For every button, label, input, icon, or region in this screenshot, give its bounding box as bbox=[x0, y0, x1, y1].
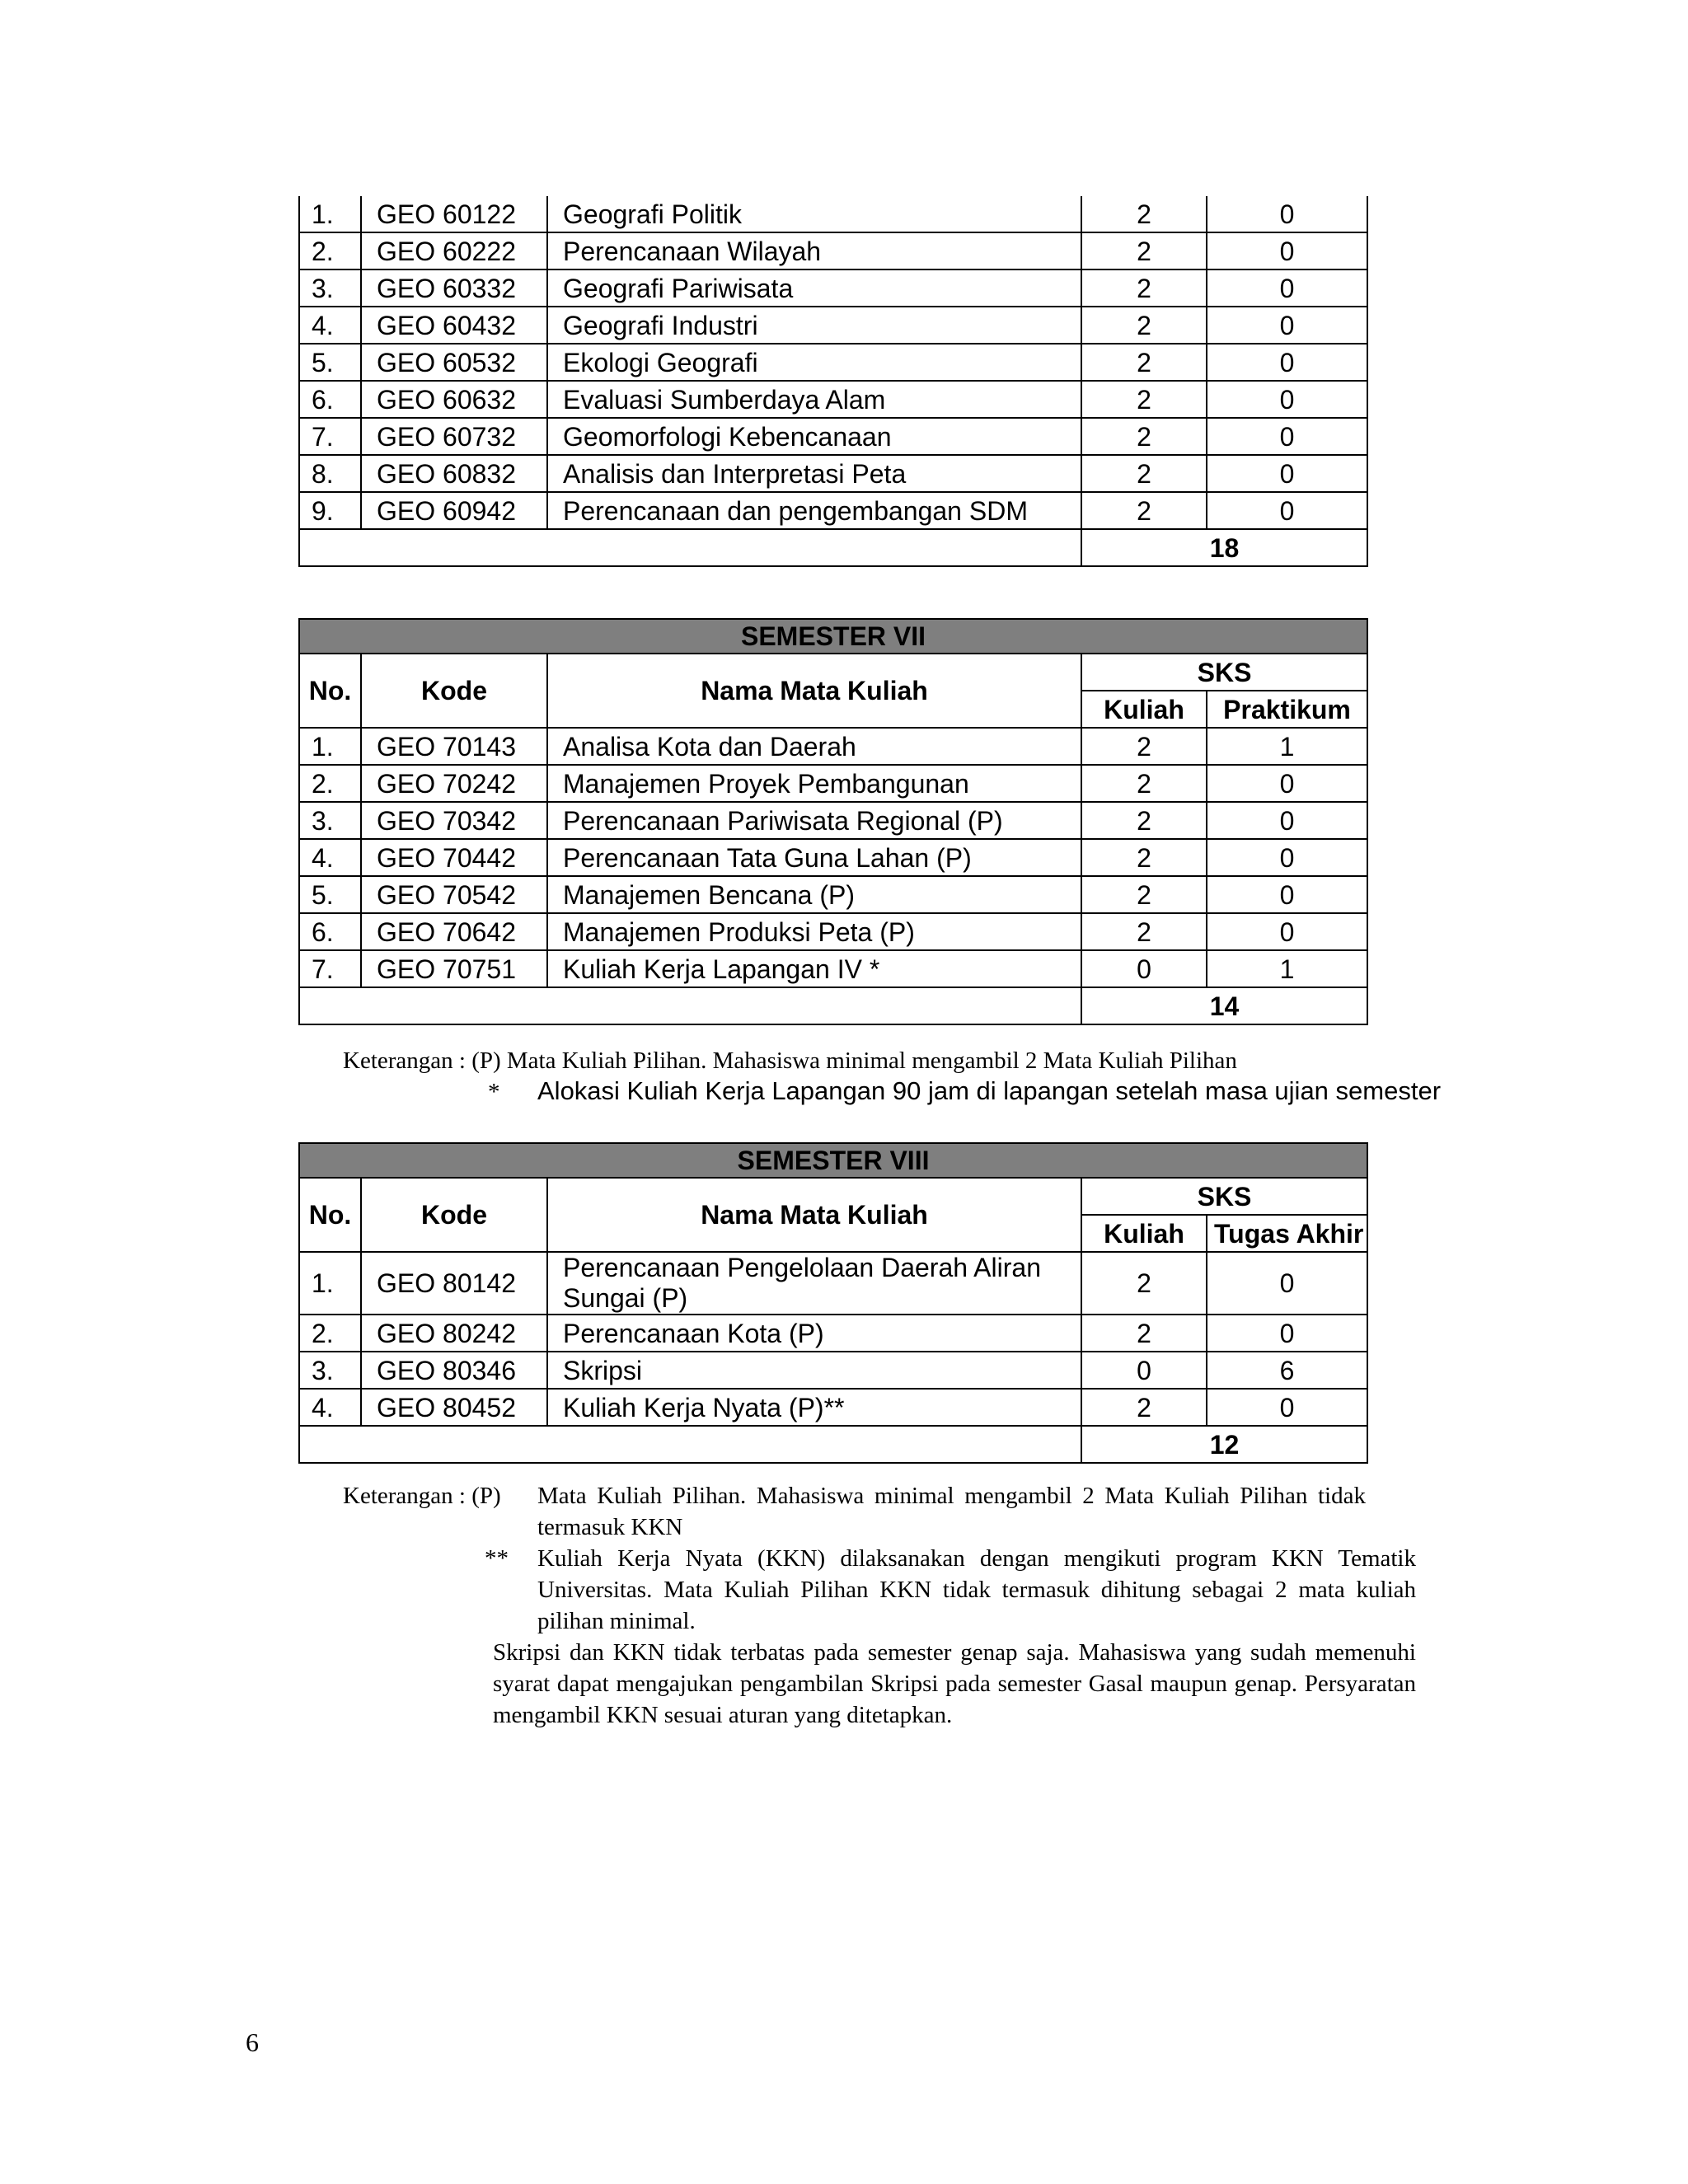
row-kuliah: 2 bbox=[1081, 492, 1207, 529]
row-kode: GEO 70143 bbox=[361, 728, 547, 765]
total-row bbox=[299, 987, 1367, 1024]
table-row bbox=[299, 1252, 1367, 1315]
row-kuliah: 2 bbox=[1081, 381, 1207, 418]
total-row bbox=[299, 1426, 1367, 1463]
semester-8-note-pilihan: Mata Kuliah Pilihan. Mahasiswa minimal mengambil 2 Mata Kuliah Pilihan tidak termasuk KKN bbox=[537, 1483, 1366, 1540]
header-praktikum: Praktikum bbox=[1207, 691, 1367, 728]
row-nama: Perencanaan Kota (P) bbox=[547, 1315, 1081, 1352]
row-praktikum: 0 bbox=[1207, 307, 1367, 344]
row-kuliah: 2 bbox=[1081, 876, 1207, 913]
row-kode: GEO 70442 bbox=[361, 839, 547, 876]
row-kode: GEO 70242 bbox=[361, 765, 547, 802]
table-row bbox=[299, 344, 1367, 381]
row-no: 6. bbox=[299, 913, 361, 950]
table-row bbox=[299, 492, 1367, 529]
row-nama: Analisa Kota dan Daerah bbox=[547, 728, 1081, 765]
row-ta: 0 bbox=[1207, 1315, 1367, 1352]
row-no: 1. bbox=[299, 728, 361, 765]
semester-title: SEMESTER VIII bbox=[299, 1143, 1367, 1178]
row-nama: Manajemen Produksi Peta (P) bbox=[547, 913, 1081, 950]
header-nama: Nama Mata Kuliah bbox=[547, 1178, 1081, 1252]
total-row bbox=[299, 529, 1367, 566]
row-kode: GEO 70642 bbox=[361, 913, 547, 950]
row-kode: GEO 60832 bbox=[361, 455, 547, 492]
row-nama: Evaluasi Sumberdaya Alam bbox=[547, 381, 1081, 418]
row-praktikum: 0 bbox=[1207, 269, 1367, 307]
table-row bbox=[299, 307, 1367, 344]
table-row bbox=[299, 381, 1367, 418]
row-nama: Manajemen Bencana (P) bbox=[547, 876, 1081, 913]
row-kuliah: 2 bbox=[1081, 1252, 1207, 1315]
header-kuliah: Kuliah bbox=[1081, 691, 1207, 728]
row-no: 3. bbox=[299, 1352, 361, 1389]
semester-title: SEMESTER VII bbox=[299, 619, 1367, 654]
table-row bbox=[299, 196, 1367, 232]
row-kuliah: 2 bbox=[1081, 344, 1207, 381]
row-kuliah: 2 bbox=[1081, 269, 1207, 307]
row-kuliah: 2 bbox=[1081, 728, 1207, 765]
table-row bbox=[299, 876, 1367, 913]
row-kode: GEO 80346 bbox=[361, 1352, 547, 1389]
row-nama: Perencanaan Pengelolaan Daerah Aliran Sungai (P) bbox=[547, 1252, 1081, 1315]
row-no: 9. bbox=[299, 492, 361, 529]
row-nama: Perencanaan Tata Guna Lahan (P) bbox=[547, 839, 1081, 876]
header-kuliah: Kuliah bbox=[1081, 1215, 1207, 1252]
row-praktikum: 0 bbox=[1207, 802, 1367, 839]
row-kuliah: 2 bbox=[1081, 196, 1207, 232]
row-no: 7. bbox=[299, 418, 361, 455]
row-kode: GEO 60732 bbox=[361, 418, 547, 455]
row-kuliah: 2 bbox=[1081, 455, 1207, 492]
row-nama: Perencanaan Wilayah bbox=[547, 232, 1081, 269]
header-nama: Nama Mata Kuliah bbox=[547, 654, 1081, 728]
table-row bbox=[299, 232, 1367, 269]
semester-7-table bbox=[298, 618, 1368, 1025]
semester-7-note-kkl: Alokasi Kuliah Kerja Lapangan 90 jam di lapangan setelah masa ujian semester bbox=[537, 1076, 1442, 1105]
row-kuliah: 2 bbox=[1081, 1389, 1207, 1426]
table-row bbox=[299, 765, 1367, 802]
table-row bbox=[299, 1389, 1367, 1426]
header-sks: SKS bbox=[1081, 1178, 1367, 1215]
semester-7-note-star: * bbox=[488, 1079, 500, 1105]
row-no: 4. bbox=[299, 307, 361, 344]
row-praktikum: 0 bbox=[1207, 455, 1367, 492]
row-nama: Geomorfologi Kebencanaan bbox=[547, 418, 1081, 455]
row-praktikum: 0 bbox=[1207, 913, 1367, 950]
table-row bbox=[299, 950, 1367, 987]
semester-8-note-dstar: ** bbox=[485, 1545, 509, 1572]
row-ta: 6 bbox=[1207, 1352, 1367, 1389]
row-kuliah: 2 bbox=[1081, 418, 1207, 455]
row-nama: Skripsi bbox=[547, 1352, 1081, 1389]
semester-8-note-skripsi: Skripsi dan KKN tidak terbatas pada semester genap saja. Mahasiswa yang sudah memenuhi syarat dapat mengajukan pengambilan Skripsi pada semester Gasal maupun genap. Persyaratan mengambil KKN sesuai aturan yang ditetapkan. bbox=[493, 1639, 1416, 1728]
semester-8-note-label: Keterangan : (P) bbox=[343, 1483, 501, 1509]
row-no: 2. bbox=[299, 1315, 361, 1352]
row-praktikum: 0 bbox=[1207, 196, 1367, 232]
semester-7-note: Keterangan : (P) Mata Kuliah Pilihan. Mahasiswa minimal mengambil 2 Mata Kuliah Pilihan bbox=[343, 1047, 1237, 1074]
total-blank bbox=[299, 987, 1081, 1024]
row-nama: Manajemen Proyek Pembangunan bbox=[547, 765, 1081, 802]
row-no: 4. bbox=[299, 1389, 361, 1426]
table-row bbox=[299, 418, 1367, 455]
total-sks: 18 bbox=[1081, 529, 1367, 566]
table-row bbox=[299, 839, 1367, 876]
row-nama: Perencanaan dan pengembangan SDM bbox=[547, 492, 1081, 529]
row-ta: 0 bbox=[1207, 1252, 1367, 1315]
header-kode: Kode bbox=[361, 654, 547, 728]
table-row bbox=[299, 1315, 1367, 1352]
row-kode: GEO 60942 bbox=[361, 492, 547, 529]
row-nama: Analisis dan Interpretasi Peta bbox=[547, 455, 1081, 492]
row-kode: GEO 70542 bbox=[361, 876, 547, 913]
total-blank bbox=[299, 529, 1081, 566]
header-tugas-akhir: Tugas Akhir bbox=[1207, 1215, 1367, 1252]
total-sks: 14 bbox=[1081, 987, 1367, 1024]
row-kode: GEO 60532 bbox=[361, 344, 547, 381]
row-kode: GEO 80142 bbox=[361, 1252, 547, 1315]
row-praktikum: 1 bbox=[1207, 728, 1367, 765]
row-praktikum: 0 bbox=[1207, 381, 1367, 418]
row-kuliah: 2 bbox=[1081, 307, 1207, 344]
row-praktikum: 0 bbox=[1207, 418, 1367, 455]
row-no: 2. bbox=[299, 765, 361, 802]
row-kode: GEO 60632 bbox=[361, 381, 547, 418]
course-table-continued bbox=[298, 196, 1368, 567]
row-kode: GEO 60222 bbox=[361, 232, 547, 269]
row-no: 3. bbox=[299, 269, 361, 307]
row-no: 5. bbox=[299, 344, 361, 381]
row-no: 2. bbox=[299, 232, 361, 269]
page-number: 6 bbox=[246, 2027, 259, 2057]
header-no: No. bbox=[299, 654, 361, 728]
row-kuliah: 2 bbox=[1081, 765, 1207, 802]
table-row bbox=[299, 455, 1367, 492]
header-kode: Kode bbox=[361, 1178, 547, 1252]
row-kuliah: 0 bbox=[1081, 1352, 1207, 1389]
row-kode: GEO 60432 bbox=[361, 307, 547, 344]
row-praktikum: 0 bbox=[1207, 344, 1367, 381]
row-kuliah: 2 bbox=[1081, 839, 1207, 876]
row-no: 1. bbox=[299, 196, 361, 232]
row-nama: Geografi Pariwisata bbox=[547, 269, 1081, 307]
total-sks: 12 bbox=[1081, 1426, 1367, 1463]
row-nama: Kuliah Kerja Nyata (P)** bbox=[547, 1389, 1081, 1426]
row-praktikum: 0 bbox=[1207, 765, 1367, 802]
row-kuliah: 2 bbox=[1081, 913, 1207, 950]
row-kuliah: 0 bbox=[1081, 950, 1207, 987]
row-kode: GEO 60122 bbox=[361, 196, 547, 232]
row-kuliah: 2 bbox=[1081, 802, 1207, 839]
row-nama: Kuliah Kerja Lapangan IV * bbox=[547, 950, 1081, 987]
table-row bbox=[299, 269, 1367, 307]
row-kode: GEO 70342 bbox=[361, 802, 547, 839]
row-praktikum: 0 bbox=[1207, 839, 1367, 876]
row-nama: Perencanaan Pariwisata Regional (P) bbox=[547, 802, 1081, 839]
row-kode: GEO 80452 bbox=[361, 1389, 547, 1426]
row-no: 3. bbox=[299, 802, 361, 839]
row-nama: Geografi Politik bbox=[547, 196, 1081, 232]
header-sks: SKS bbox=[1081, 654, 1367, 691]
row-nama: Ekologi Geografi bbox=[547, 344, 1081, 381]
total-blank bbox=[299, 1426, 1081, 1463]
row-praktikum: 0 bbox=[1207, 876, 1367, 913]
semester-8-table bbox=[298, 1142, 1368, 1464]
row-no: 5. bbox=[299, 876, 361, 913]
row-praktikum: 0 bbox=[1207, 232, 1367, 269]
row-praktikum: 0 bbox=[1207, 492, 1367, 529]
row-ta: 0 bbox=[1207, 1389, 1367, 1426]
row-kode: GEO 80242 bbox=[361, 1315, 547, 1352]
row-no: 8. bbox=[299, 455, 361, 492]
table-row bbox=[299, 802, 1367, 839]
row-praktikum: 1 bbox=[1207, 950, 1367, 987]
row-no: 1. bbox=[299, 1252, 361, 1315]
row-no: 4. bbox=[299, 839, 361, 876]
row-kuliah: 2 bbox=[1081, 1315, 1207, 1352]
table-row bbox=[299, 728, 1367, 765]
table-row bbox=[299, 1352, 1367, 1389]
header-no: No. bbox=[299, 1178, 361, 1252]
row-no: 6. bbox=[299, 381, 361, 418]
row-no: 7. bbox=[299, 950, 361, 987]
table-row bbox=[299, 913, 1367, 950]
semester-8-note-kkn: Kuliah Kerja Nyata (KKN) dilaksanakan dengan mengikuti program KKN Tematik Universitas. Mata Kuliah Pilihan KKN tidak termasuk dihitung sebagai 2 mata kuliah pilihan minimal. bbox=[537, 1545, 1416, 1634]
row-nama: Geografi Industri bbox=[547, 307, 1081, 344]
row-kode: GEO 70751 bbox=[361, 950, 547, 987]
row-kode: GEO 60332 bbox=[361, 269, 547, 307]
row-kuliah: 2 bbox=[1081, 232, 1207, 269]
